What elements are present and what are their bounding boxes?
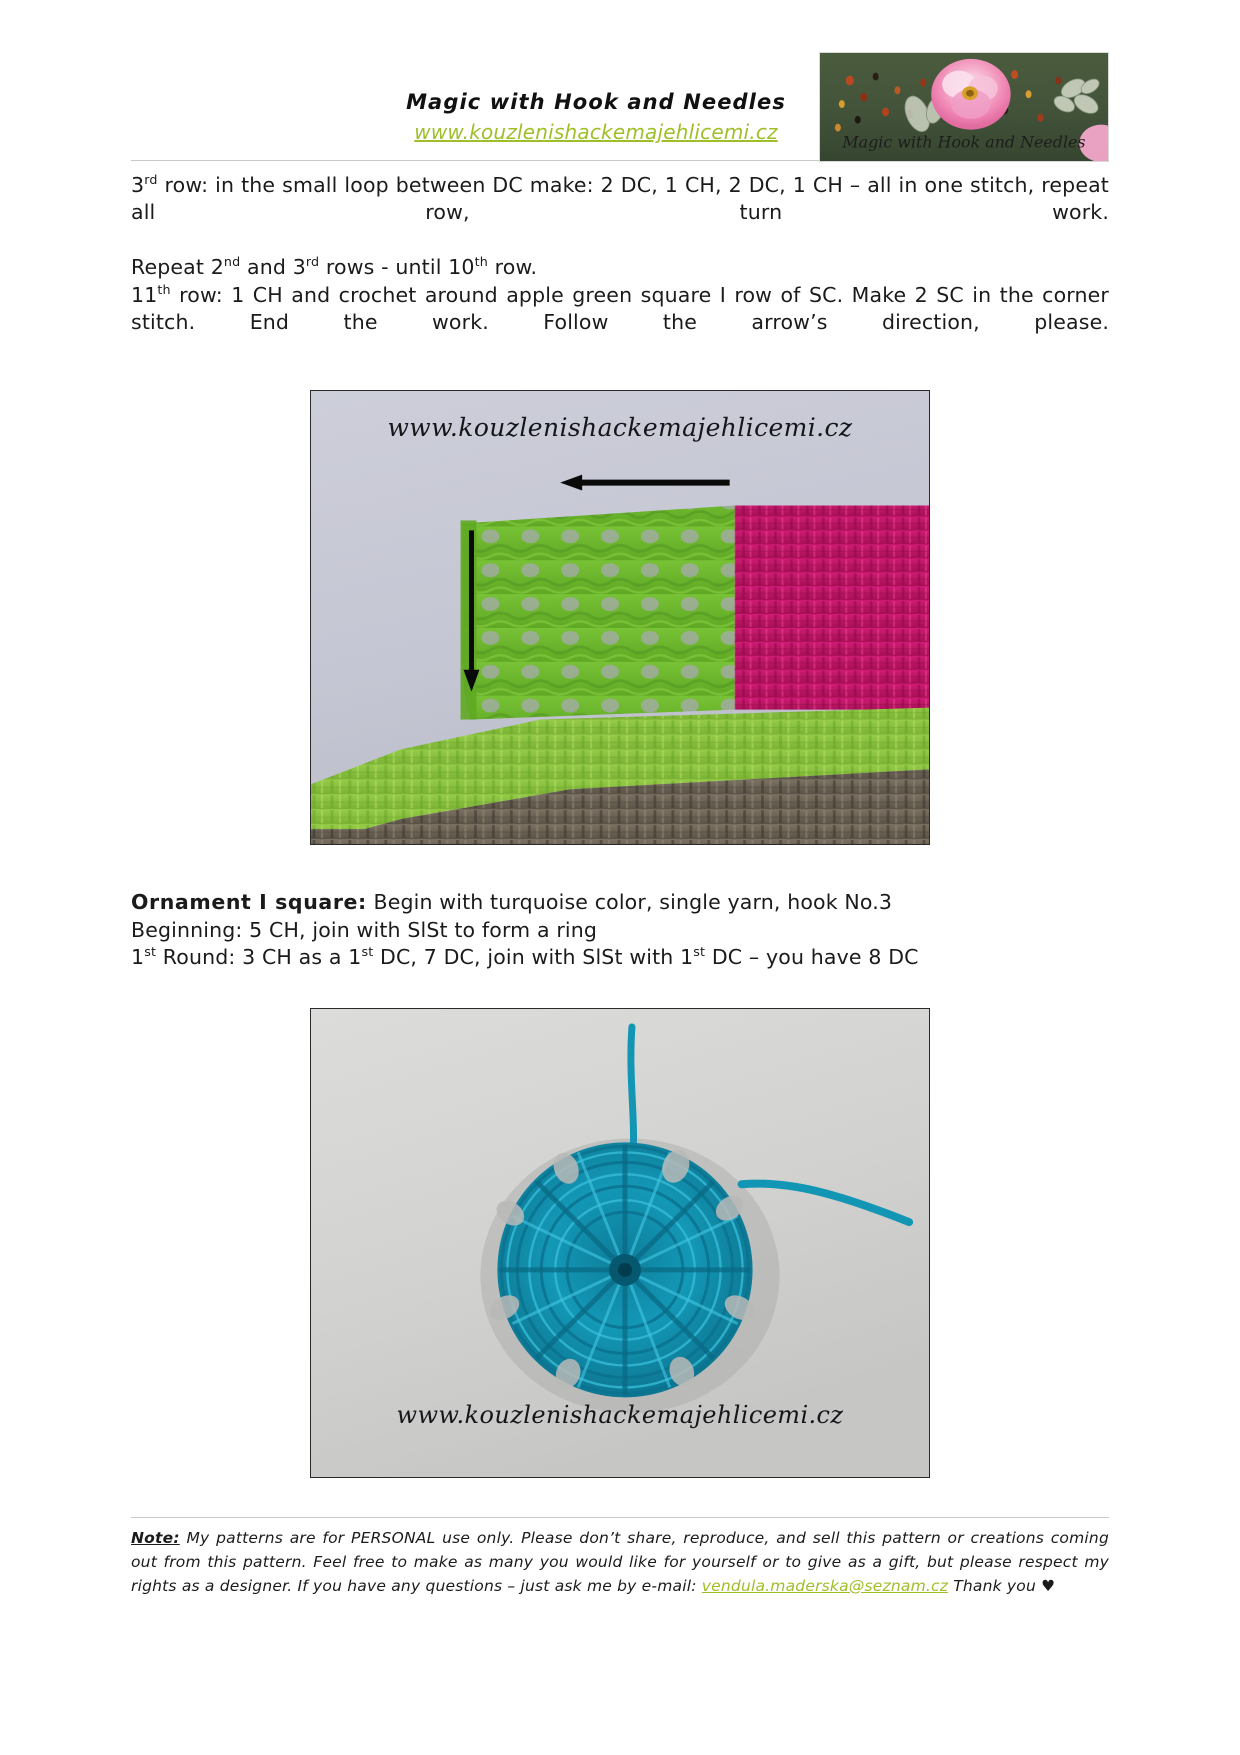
instruction-line-3rd-row: [131, 172, 1109, 254]
photo-2-watermark: www.kouzlenishackemajehlicemi.cz: [396, 1400, 844, 1429]
logo-banner-image: [820, 53, 1108, 161]
note-label: Note:: [131, 1528, 180, 1547]
round-text-b: DC, 7 DC, join with SlSt with 1: [373, 945, 694, 970]
note-body: My patterns are for PERSONAL use only. Please don’t share, reproduce, and sell this pattern or creations coming out from this pattern. Feel free to make as many you would like for yourself or to give as a gift, but please respect my rights as a designer. If you have any questions – just ask me by e-mail:: [131, 1528, 1109, 1595]
instruction-text-11th: row: 1 CH and crochet around apple green square I row of SC. Make 2 SC in the corner stitch. End the work. Follow the arrow’s direction, please.: [131, 282, 1109, 335]
logo-banner: [819, 52, 1109, 162]
crochet-square-photo: [310, 390, 930, 845]
repeat-until: rows - until 10: [319, 255, 475, 280]
photo-2-wrapper: [131, 972, 1109, 1478]
ordinal-suffix-st-3: st: [693, 944, 706, 960]
turquoise-circle-photo: [310, 1008, 930, 1478]
footer-divider: [131, 1517, 1109, 1518]
turquoise-circle-photo-image: [311, 1009, 929, 1477]
row-number-11: 11: [131, 282, 158, 307]
round-number-1: 1: [131, 945, 145, 970]
round-text-a: Round: 3 CH as a 1: [156, 945, 362, 970]
site-url-link[interactable]: www.kouzlenishackemajehlicemi.cz: [414, 120, 778, 145]
heart-icon: ♥: [1041, 1576, 1056, 1595]
ornament-title: Ornament I square:: [131, 890, 367, 915]
ordinal-suffix-th: th: [474, 254, 488, 270]
logo-caption-text: Magic with Hook and Needles: [842, 132, 1086, 152]
site-title: Magic with Hook and Needles: [406, 90, 786, 114]
ornament-beginning-line: Beginning: 5 CH, join with SlSt to form a ring: [131, 917, 598, 942]
repeat-row-word: row.: [487, 255, 538, 280]
instructions-paragraph: [131, 172, 1109, 364]
email-link[interactable]: vendula.maderska@seznam.cz: [701, 1576, 949, 1595]
ordinal-suffix-st-2: st: [361, 944, 374, 960]
repeat-label: Repeat 2: [131, 255, 224, 280]
yarn-tail-top: [631, 1027, 634, 1160]
round-text-c: DC – you have 8 DC: [705, 945, 919, 970]
ordinal-suffix-nd: nd: [223, 254, 241, 270]
footer-note-text: [131, 1526, 1109, 1598]
ordinal-suffix-rd-2: rd: [305, 254, 320, 270]
thanks-text: Thank you: [948, 1576, 1042, 1595]
crochet-square-photo-image: [311, 391, 929, 844]
photo-1-watermark: www.kouzlenishackemajehlicemi.cz: [387, 413, 853, 443]
header-title-block: [316, 52, 876, 146]
ordinal-suffix-rd: rd: [144, 172, 158, 188]
photo-1-wrapper: [131, 364, 1109, 845]
ordinal-suffix-st: st: [144, 944, 157, 960]
repeat-and: and 3: [240, 255, 306, 280]
instruction-text-3rd: row: in the small loop between DC make: 2 DC, 1 CH, 2 DC, 1 CH – all in one stitch, repeat all row, turn work.: [131, 173, 1109, 225]
row-number-3: 3: [131, 173, 145, 197]
page-footer: [131, 1517, 1109, 1598]
ornament-title-rest: Begin with turquoise color, single yarn, hook No.3: [366, 890, 893, 915]
ornament-title-line: [131, 889, 1109, 916]
ordinal-suffix-th-2: th: [157, 282, 171, 298]
instruction-line-repeat: [131, 254, 1109, 281]
instruction-line-11th-row: [131, 282, 1109, 364]
ornament-round1-line: [131, 944, 1109, 971]
page-header: [131, 0, 1109, 150]
ornament-instructions: [131, 889, 1109, 971]
